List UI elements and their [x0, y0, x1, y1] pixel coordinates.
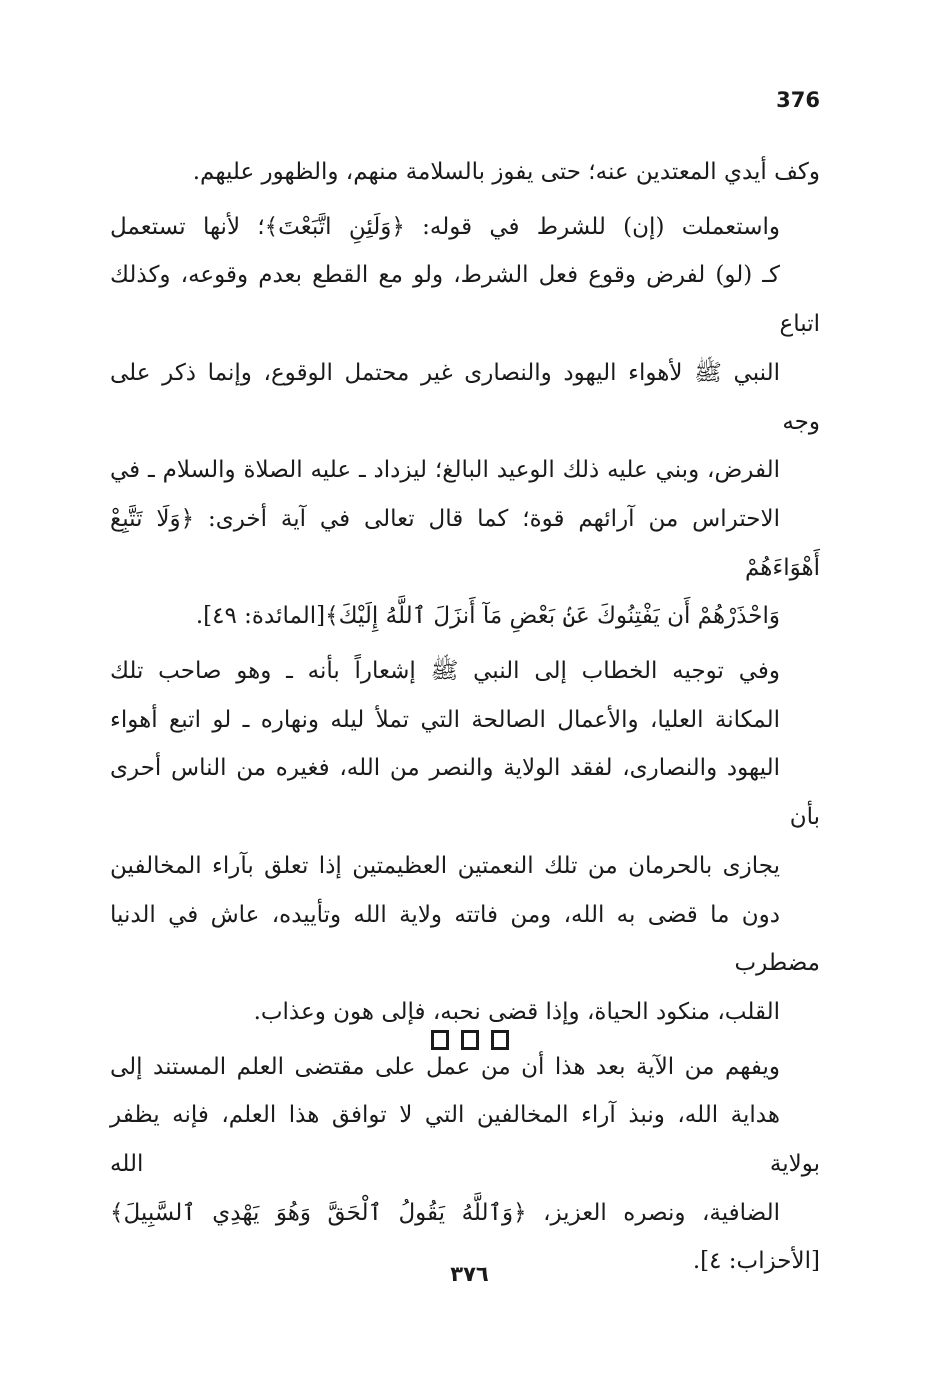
text-line: وكف أيدي المعتدين عنه؛ حتى يفوز بالسلامة منهم، والظهور عليهم.	[192, 159, 820, 185]
text-line: اليهود والنصارى، لفقد الولاية والنصر من الله، فغيره من الناس أحرى بأن	[110, 755, 820, 831]
text-line: يجازى بالحرمان من تلك النعمتين العظيمتين إذا تعلق بآراء المخالفين	[110, 852, 780, 879]
body-text	[110, 148, 820, 1292]
page-number-top: 376	[776, 88, 820, 112]
text-line: وفي توجيه الخطاب إلى النبي ﷺ إشعاراً بأنه ـ وهو صاحب تلك	[110, 658, 780, 685]
text-line: هداية الله، ونبذ آراء المخالفين التي لا توافق هذا العلم، فإنه يظفر بولاية الله	[110, 1102, 820, 1178]
separator-square-icon	[461, 1030, 479, 1050]
page-number-bottom: ٣٧٦	[450, 1262, 489, 1286]
paragraph	[110, 647, 820, 1037]
paragraph	[110, 203, 820, 641]
text-line: الفرض، وبني عليه ذلك الوعيد البالغ؛ ليزداد ـ عليه الصلاة والسلام ـ في	[110, 457, 780, 484]
text-line: الاحتراس من آرائهم قوة؛ كما قال تعالى في آية أخرى: ﴿وَلَا تَتَّبِعْ أَهْوَاءَهُمْ	[110, 505, 820, 581]
separator-square-icon	[491, 1030, 509, 1050]
text-line: الضافية، ونصره العزيز، ﴿وَٱللَّهُ يَقُولُ ٱلْحَقَّ وَهُوَ يَهْدِي ٱلسَّبِيلَ﴾[الأحزاب: ٤].	[110, 1199, 820, 1275]
text-line: وَاحْذَرْهُمْ أَن يَفْتِنُوكَ عَنۢ بَعْضِ مَآ أَنزَلَ ٱللَّهُ إِلَيْكَ﴾[المائدة: ٤٩].	[195, 603, 780, 630]
paragraph	[110, 148, 820, 197]
section-separator	[0, 1030, 939, 1054]
text-line: دون ما قضى به الله، ومن فاتته ولاية الله وتأييده، عاش في الدنيا مضطرب	[110, 901, 820, 977]
text-line: ويفهم من الآية بعد هذا أن من عمل على مقتضى العلم المستند إلى	[110, 1053, 780, 1080]
text-line: المكانة العليا، والأعمال الصالحة التي تملأ ليله ونهاره ـ لو اتبع أهواء	[110, 706, 780, 733]
text-line: النبي ﷺ لأهواء اليهود والنصارى غير محتمل الوقوع، وإنما ذكر على وجه	[110, 359, 820, 435]
text-line: كـ (لو) لفرض وقوع فعل الشرط، ولو مع القطع بعدم وقوعه، وكذلك اتباع	[110, 262, 820, 338]
paragraph	[110, 1043, 820, 1287]
separator-square-icon	[431, 1030, 449, 1050]
text-line: القلب، منكود الحياة، وإذا قضى نحبه، فإلى هون وعذاب.	[253, 998, 780, 1025]
text-line: واستعملت (إن) للشرط في قوله: ﴿وَلَئِنِ اتَّبَعْتَ﴾؛ لأنها تستعمل	[110, 213, 780, 240]
